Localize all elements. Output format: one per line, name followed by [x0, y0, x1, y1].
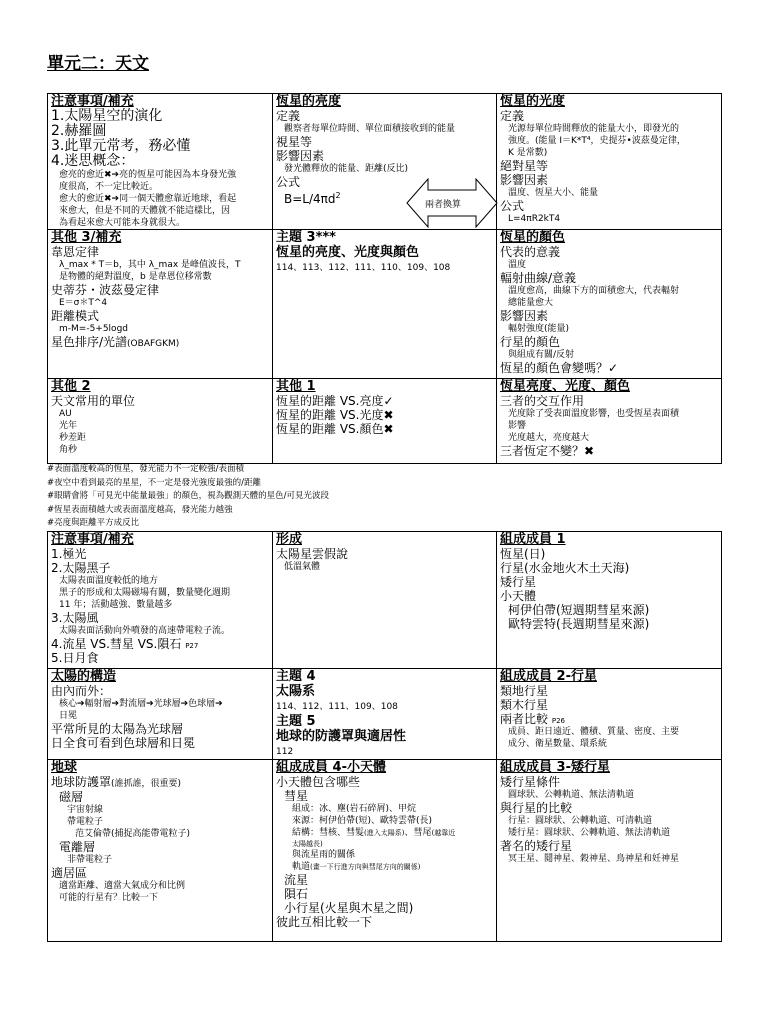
cell-heading: 注意事項/補充	[51, 532, 134, 547]
list-item: 2.赫羅圖	[51, 123, 107, 139]
page-ref: P26	[551, 717, 565, 725]
term: 小天體包含哪些	[276, 775, 361, 789]
cell-heading: 組成成員 2-行星	[500, 669, 597, 684]
note-small: (畫一下行進方向與彗尾方向的關係)	[310, 863, 421, 871]
list-item: 3.此單元常考，務必懂	[51, 138, 191, 154]
note-line: 總能量愈大	[508, 298, 554, 308]
term-text: 地球防護罩	[51, 775, 112, 789]
note-line: E＝σ＊T^4	[59, 298, 108, 308]
term: 流星	[284, 873, 309, 887]
term: 定義	[276, 109, 301, 123]
term: 小行星(火星與木星之間)	[284, 901, 414, 915]
note-line: 宇宙射線	[67, 805, 104, 815]
note-line: 影響	[508, 421, 527, 431]
term	[51, 637, 269, 651]
term-text: 星色排序/光譜	[51, 335, 128, 349]
note-line: 成分、衛星數量、環系統	[508, 739, 608, 749]
list-item: 1.太陽星空的演化	[51, 108, 163, 124]
cell-star-color	[497, 230, 722, 379]
term-text: 4.流星 VS.彗星 VS.隕石	[51, 637, 182, 651]
note-line: #恆星表面積越大或表面溫度越高，發光能力越強	[47, 504, 233, 515]
note-line: m-M=-5+5logd	[59, 324, 128, 334]
term	[51, 775, 269, 790]
note-line: 度很高，不一定比較近。	[59, 182, 159, 192]
term: 電離層	[59, 840, 96, 854]
note-line: 冥王星、鬩神星、穀神星、鳥神星和妊神星	[508, 854, 680, 864]
note-line: 來愈大，但是不同的天體就不能這樣比，因	[59, 206, 231, 216]
page-numbers: 114、113、112、111、110、109、108	[276, 263, 451, 273]
term: 視星等	[276, 135, 313, 149]
note-small: (進入太陽系)	[364, 829, 405, 837]
cell-heading: 太陽的構造	[51, 669, 117, 684]
formula: L=4πR2kT4	[508, 214, 561, 224]
cell-topic-4-5	[273, 669, 497, 760]
cell-other-3	[48, 230, 273, 379]
topic-subheading: 恆星的亮度、光度與顏色	[276, 245, 420, 260]
note-line: 來源：柯伊伯帶(短)、歐特雲帶(長)	[292, 816, 433, 826]
note-line: 太陽表面活動向外噴發的高速帶電粒子流。	[59, 626, 231, 636]
note-line: 矮行星：圓球狀、公轉軌道、無法清軌道	[508, 828, 671, 838]
term: 類木行星	[500, 698, 549, 712]
term: 影響因素	[276, 149, 325, 163]
term: 天文常用的單位	[51, 394, 136, 408]
note-line: 觀察者每單位時間、單位面積接收到的能量	[284, 124, 456, 134]
cell-heading: 地球	[51, 760, 78, 775]
term: 小天體	[500, 589, 537, 603]
note-line: 太陽越長)	[292, 840, 323, 848]
cell-heading: 主題 4	[276, 669, 316, 684]
term: 平常所見的太陽為光球層	[51, 722, 184, 736]
cell-heading: 恆星亮度、光度、顏色	[500, 379, 631, 394]
term: 柯伊伯帶(短週期彗星來源)	[508, 603, 650, 617]
cell-interaction	[497, 379, 722, 464]
cell-heading: 其他 3/補充	[51, 230, 122, 245]
cell-sun-structure	[48, 669, 273, 760]
note-line: 核心➔輻射層➔對流層➔光球層➔色球層➔	[59, 699, 223, 709]
note-line: 組成：冰、塵(岩石碎屑)、甲烷	[292, 804, 417, 814]
note-line: K 是常數)	[508, 148, 548, 158]
term: 5.日月食	[51, 651, 99, 665]
term: 太陽星雲假說	[276, 547, 349, 561]
term: 矮行星條件	[500, 775, 561, 789]
cell-heading: 注意事項/補充	[51, 94, 134, 109]
cell-heading: 形成	[276, 532, 303, 547]
term: 影響因素	[500, 309, 549, 323]
unit-item: 秒差距	[59, 433, 87, 443]
note-line: 圓球狀、公轉軌道、無法清軌道	[508, 790, 635, 800]
page-numbers: 114、112、111、109、108	[276, 702, 398, 712]
cell-heading: 組成成員 3-矮行星	[500, 760, 610, 775]
note-line: 溫度	[508, 260, 527, 270]
astronomy-table-1	[47, 93, 722, 464]
cell-notes-2	[48, 532, 273, 669]
cell-members-2	[497, 669, 722, 760]
note-line: 為看起來愈大可能本身就很大。	[59, 218, 186, 228]
note-line: 適當距離、適當大氣成分和比例	[59, 881, 186, 891]
note-line	[276, 827, 493, 839]
cell-heading: 恆星的亮度	[276, 94, 342, 109]
formula-text: B=L/4πd	[284, 192, 336, 206]
note-line: λ_max * T＝b，其中 λ_max 是峰值波長，T	[59, 260, 241, 270]
note-line: 輻射強度(能量)	[508, 324, 570, 334]
note-line: 與組成有關/反射	[508, 350, 575, 360]
term: 三者的交互作用	[500, 394, 585, 408]
note-line: 光度除了受表面溫度影響，也受恆星表面積	[508, 409, 680, 419]
note-line: 強度。(能量 I＝K*T⁴，史提芬•波茲曼定律，	[508, 136, 686, 146]
term: 矮行星	[500, 575, 537, 589]
cell-members-1	[497, 532, 722, 669]
note-line: 日冕	[59, 711, 78, 721]
term: 類地行星	[500, 684, 549, 698]
cell-formation	[273, 532, 497, 669]
note-line: 成員、距日遠近、體積、質量、密度、主要	[508, 727, 680, 737]
term	[500, 712, 718, 726]
term: 日全食可看到色球層和日冕	[51, 736, 196, 750]
note-line: 光源每單位時間釋放的能量大小，即發光的	[508, 124, 680, 134]
cell-heading: 其他 2	[51, 379, 91, 394]
note-line: #眼睛會將「可見光中能量最強」的顏色，視為觀測天體的星色/可見光波段	[47, 491, 329, 502]
note-line: 發光體釋放的能量、距離(反比)	[284, 164, 409, 174]
note-line: 太陽表面溫度較低的地方	[59, 576, 159, 586]
term: 著名的矮行星	[500, 839, 573, 853]
term: 行星(水金地火木土天海)	[500, 561, 630, 575]
note-line: 光度越大，亮度越大	[508, 433, 590, 443]
term: 絕對星等	[500, 159, 549, 173]
term: 2.太陽黑子	[51, 561, 111, 575]
cell-heading: 主題 5	[276, 714, 316, 729]
note-line	[276, 861, 493, 873]
arrow-label: 兩者換算	[425, 200, 462, 210]
cell-other-1	[273, 379, 497, 464]
term: 距離模式	[51, 309, 100, 323]
note-line: 可能的行星有？比較一下	[59, 893, 159, 903]
note-line: 黑子的形成和太陽磁場有關，數量變化週期	[59, 588, 231, 598]
cell-other-2	[48, 379, 273, 464]
cell-small-bodies	[273, 760, 497, 942]
note-small: (越靠近	[431, 829, 456, 837]
note-line: 溫度、恆星大小、能量	[508, 188, 599, 198]
term: 恆星的距離 VS.亮度✓	[276, 394, 394, 408]
note-line: 與流星雨的關係	[292, 850, 356, 860]
list-item: 4.迷思概念：	[51, 153, 135, 169]
formula-exponent: 2	[335, 191, 341, 200]
unit-item: 光年	[59, 421, 78, 431]
term: 代表的意義	[500, 245, 561, 259]
cell-heading: 恆星的光度	[500, 94, 566, 109]
term: 恆星(日)	[500, 547, 546, 561]
term: 恆星的距離 VS.光度✖	[276, 408, 394, 422]
cell-heading: 主題 3***	[276, 230, 336, 245]
term: 隕石	[284, 887, 309, 901]
term: 三者恆定不變？✖	[500, 444, 595, 458]
note-text: 、彗尾	[404, 828, 432, 838]
cell-heading: 其他 1	[276, 379, 316, 394]
cell-earth	[48, 760, 273, 942]
term: 適居區	[51, 866, 88, 880]
cell-notes-1	[48, 94, 273, 230]
term: 影響因素	[500, 173, 549, 187]
term: 輻射曲線/意義	[500, 271, 577, 285]
unit-item: 角秒	[59, 445, 78, 455]
term: 1.極光	[51, 547, 87, 561]
note-line: #夜空中看到最亮的星星，不一定是發光強度最強的/距離	[47, 477, 261, 488]
note-line: 愈亮的愈近✖➔亮的恆星可能因為本身發光強	[59, 170, 237, 180]
term: 恆星的距離 VS.顏色✖	[276, 422, 394, 436]
term: 公式	[500, 199, 525, 213]
cell-topic-3	[273, 230, 497, 379]
cell-heading: 恆星的顏色	[500, 230, 566, 245]
note-line: 范艾倫帶(捕捉高能帶電粒子)	[75, 829, 191, 839]
cell-heading: 組成成員 1	[500, 532, 566, 547]
term: 彼此互相比較一下	[276, 915, 373, 929]
term: 恆星的顏色會變嗎？✓	[500, 361, 619, 375]
term: 彗星	[284, 789, 309, 803]
note-text: 結構：彗核、彗髮	[292, 828, 365, 838]
note-line: #表面溫度較高的恆星，發光能力不一定較強/表面積	[47, 464, 244, 474]
note-line: 愈大的愈近✖➔同一個天體愈靠近地球，看起	[59, 194, 237, 204]
page-ref: P27	[185, 642, 199, 650]
note-line: 溫度愈高，曲線下方的面積愈大，代表輻射	[508, 286, 680, 296]
note-line: 帶電粒子	[67, 817, 104, 827]
note-line: 行星：圓球狀、公轉軌道、可清軌道	[508, 816, 653, 826]
term: 行星的顏色	[500, 335, 561, 349]
term: 由內而外：	[51, 684, 112, 698]
term: 韋恩定律	[51, 245, 100, 259]
page-title: 單元二：天文	[47, 54, 149, 74]
term: 歐特雲特(長週期彗星來源)	[508, 617, 650, 631]
cell-heading: 組成成員 4-小天體	[276, 760, 386, 775]
term: 定義	[500, 109, 525, 123]
term-small: (誰抓誰，很重要)	[111, 779, 182, 789]
term-small: (OBAFGKM)	[127, 339, 180, 349]
cell-luminosity	[497, 94, 722, 230]
note-line: 低溫氣體	[284, 562, 321, 572]
note-text: 軌道	[292, 862, 311, 872]
topic-subheading: 地球的防護罩與適居性	[276, 729, 407, 744]
astronomy-table-2	[47, 531, 722, 942]
term: 公式	[276, 175, 301, 189]
note-line: 11 年；活動越強、數量越多	[59, 600, 173, 610]
term: 與行星的比較	[500, 801, 573, 815]
term-text: 兩者比較	[500, 712, 549, 726]
page-numbers: 112	[276, 747, 294, 757]
term: 3.太陽風	[51, 611, 99, 625]
term	[51, 335, 269, 350]
note-line: #亮度與距離平方成反比	[47, 518, 140, 529]
term: 史蒂芬・波茲曼定律	[51, 283, 160, 297]
note-line: 是物體的絕對溫度，b 是韋恩位移常數	[59, 272, 212, 282]
term: 磁層	[59, 790, 84, 804]
unit-item: AU	[59, 409, 72, 419]
topic-subheading: 太陽系	[276, 684, 316, 699]
hash-notes	[47, 463, 329, 531]
note-line: 非帶電粒子	[67, 855, 113, 865]
cell-members-3	[497, 760, 722, 942]
